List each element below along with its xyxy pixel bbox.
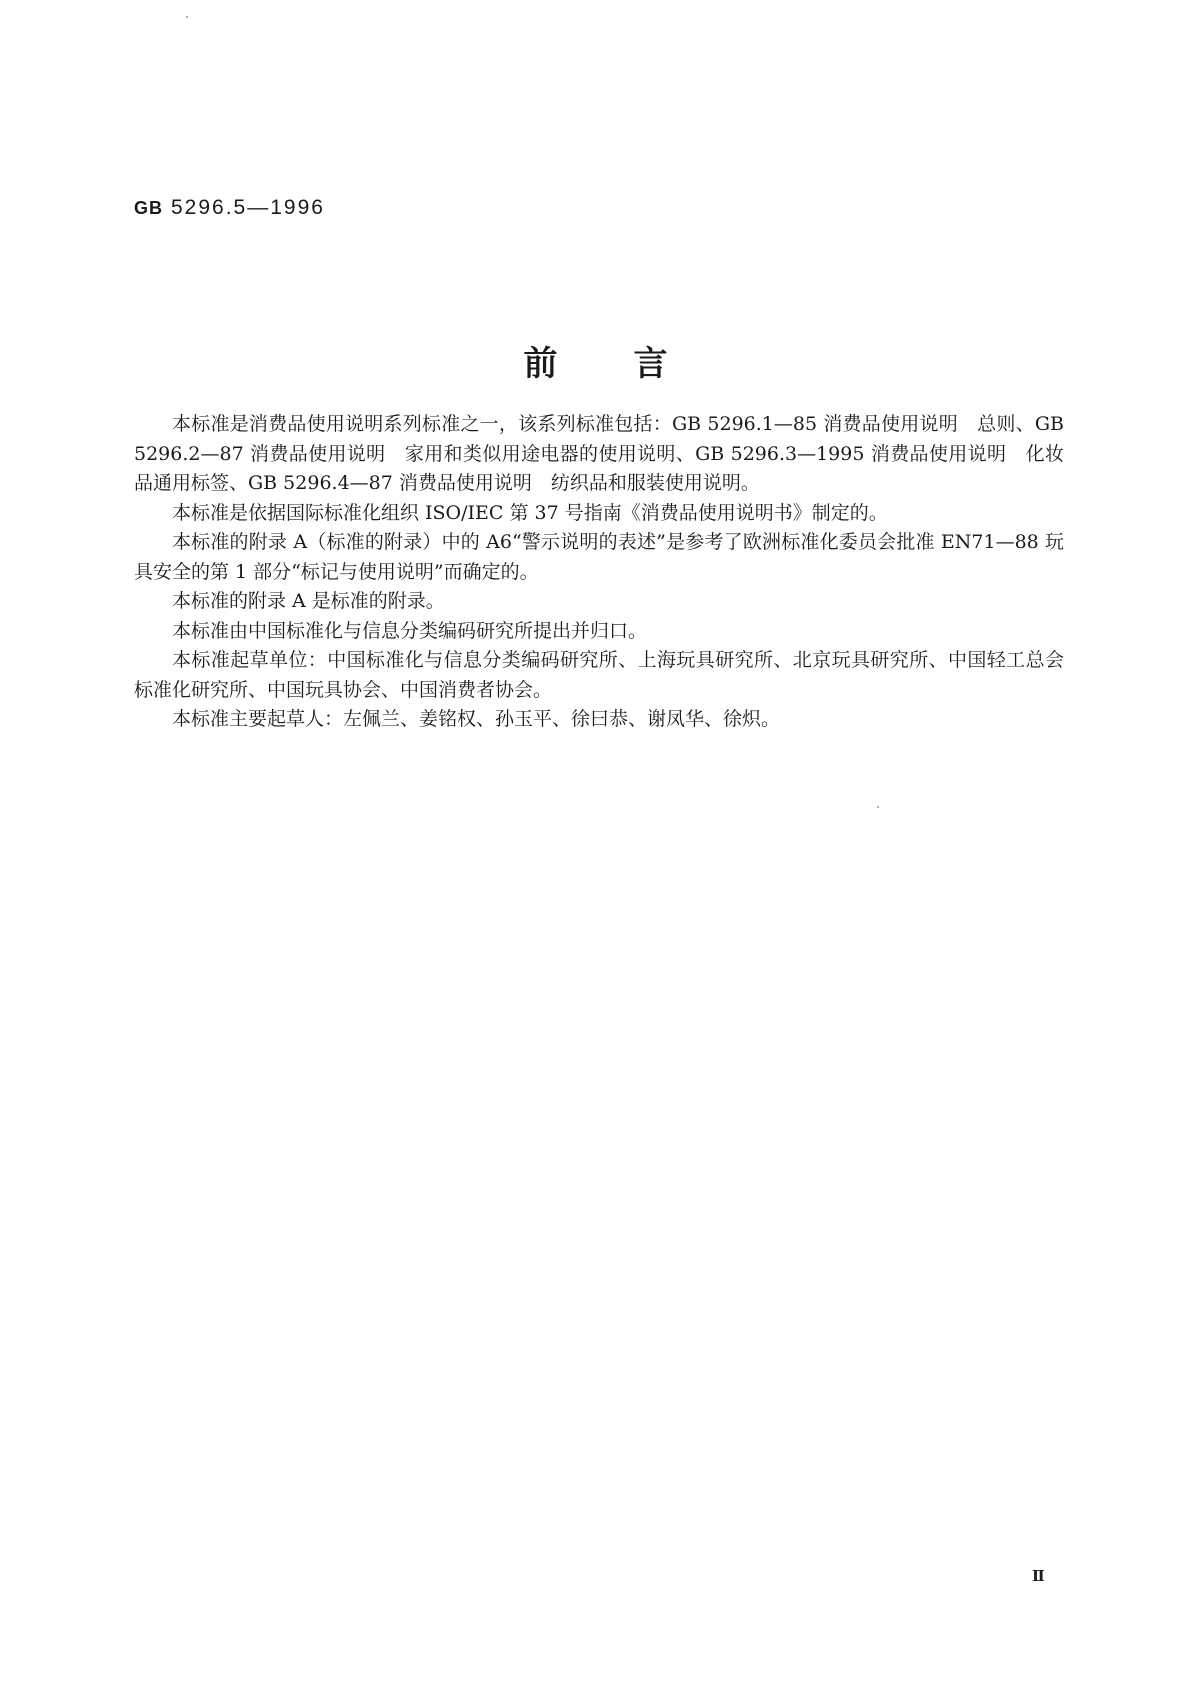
paragraph-drafting-units: 本标准起草单位：中国标准化与信息分类编码研究所、上海玩具研究所、北京玩具研究所、中国轻工总会标准化研究所、中国玩具协会、中国消费者协会。	[134, 649, 1064, 701]
document-code	[134, 196, 325, 220]
scan-speck	[186, 16, 188, 18]
paragraph-appendix-status: 本标准的附录 A 是标准的附录。	[172, 590, 445, 612]
paragraph-appendix-reference: 本标准的附录 A（标准的附录）中的 A6“警示说明的表述”是参考了欧洲标准化委员会批准 EN71—88 玩具安全的第 1 部分“标记与使用说明”而确定的。	[134, 531, 1064, 583]
paragraph-series-overview: 本标准是消费品使用说明系列标准之一，该系列标准包括：GB 5296.1—85 消费品使用说明 总则、GB 5296.2—87 消费品使用说明 家用和类似用途电器的使用说明、GB 5296.3—1995 消费品使用说明 化妆品通用标签、GB 5296.4—87 消费品使用说明 纺织品和服装使用说明。	[134, 413, 1064, 494]
page-number: Ⅱ	[1032, 1567, 1045, 1585]
scan-speck	[877, 806, 879, 808]
foreword-body	[134, 410, 1064, 735]
standard-prefix: GB	[134, 198, 163, 218]
standard-number: 5296.5—1996	[171, 196, 325, 219]
paragraph-proposer: 本标准由中国标准化与信息分类编码研究所提出并归口。	[172, 619, 648, 642]
page-title: 前言	[523, 344, 744, 384]
paragraph-basis: 本标准是依据国际标准化组织 ISO/IEC 第 37 号指南《消费品使用说明书》制定的。	[172, 501, 888, 524]
paragraph-drafters: 本标准主要起草人：左佩兰、姜铭权、孙玉平、徐曰恭、谢凤华、徐炽。	[172, 708, 781, 730]
